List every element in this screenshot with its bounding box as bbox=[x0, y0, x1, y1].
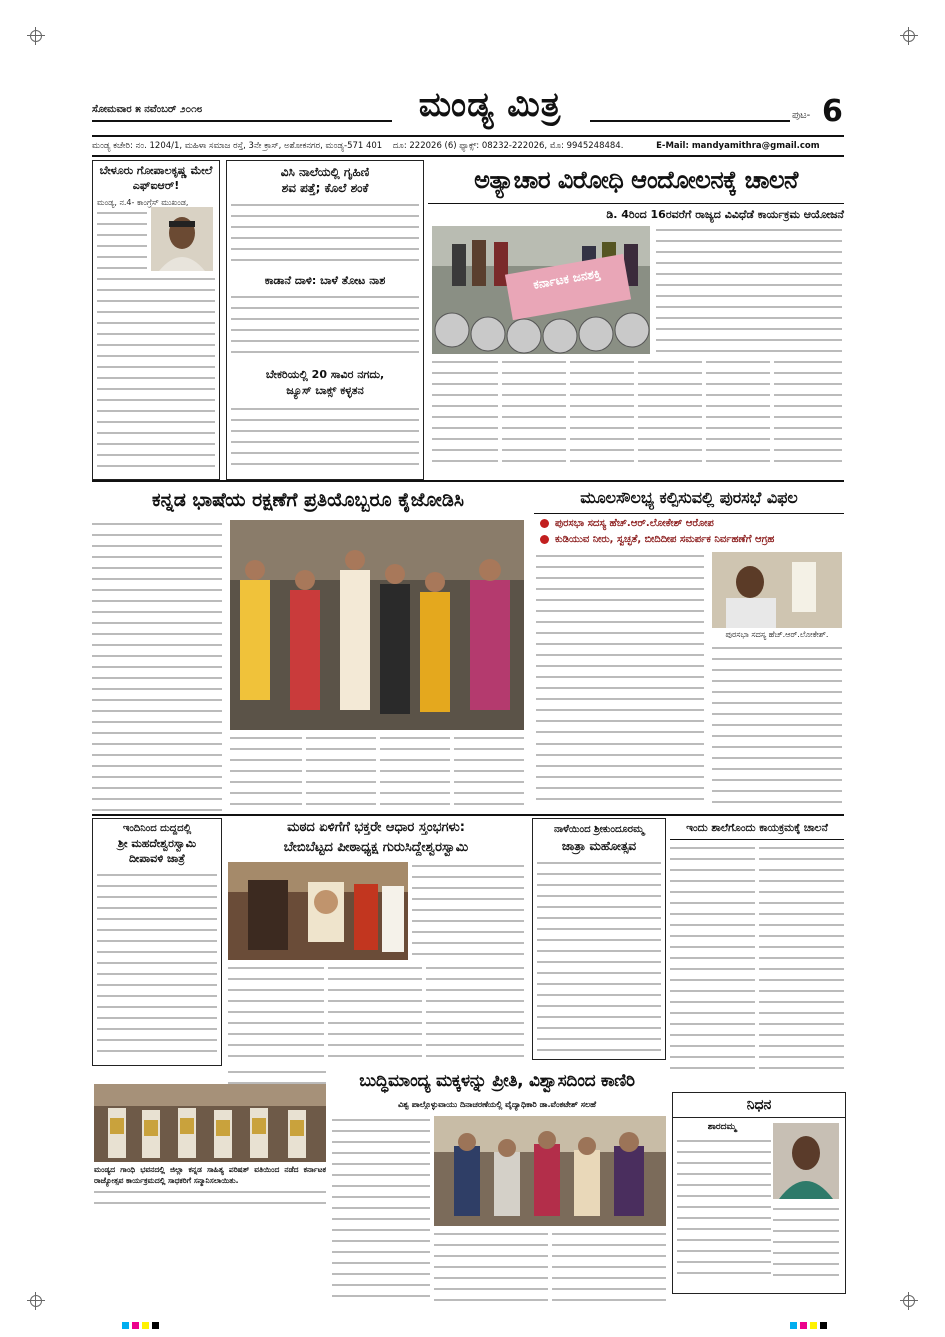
office-phone: ದೂ: 222026 (6) ಫ್ಯಾಕ್ಸ್: 08232-222026, ಮೊ: 9945248484. bbox=[392, 141, 624, 151]
section-rule-2 bbox=[92, 814, 844, 816]
obituary-body-text bbox=[677, 1137, 771, 1287]
cmyk-bar-right bbox=[790, 1314, 827, 1333]
municipal-bullet-1: ಪುರಸಭಾ ಸದಸ್ಯ ಹೆಚ್.ಆರ್.ಲೋಕೇಶ್ ಆರೋಪ bbox=[540, 517, 842, 531]
matha-headline-2: ಬೇಬಿಬೆಟ್ಟದ ಪೀಠಾಧ್ಯಕ್ಷ ಗುರುಸಿದ್ದೇಶ್ವರಸ್ವಾಮಿ bbox=[283, 840, 469, 855]
page-number: 6 bbox=[822, 94, 843, 129]
masthead-rule-left bbox=[92, 120, 392, 122]
matha-body-columns bbox=[228, 964, 524, 1064]
municipal-bullet-2: ಕುಡಿಯುವ ನೀರು, ಸ್ವಚ್ಛತೆ, ಬೀದಿದೀಪ ಸಮರ್ಪಕ ನಿರ್ವಹಣೆಗೆ ಆಗ್ರಹ bbox=[540, 533, 842, 547]
portrait-photo bbox=[151, 207, 213, 271]
matha-body-text bbox=[412, 862, 524, 960]
school-rule bbox=[670, 839, 844, 840]
school-body-text bbox=[670, 844, 844, 1084]
brief-headline-1b: ಶವ ಪತ್ತೆ; ಕೊಲೆ ಶಂಕೆ bbox=[281, 181, 369, 195]
section-rule bbox=[92, 480, 844, 482]
lead-body-columns bbox=[432, 358, 842, 474]
article-headline: ಬೇಳೂರು ಗೋಪಾಲಕೃಷ್ಣ ಮೇಲೆ ಎಫ್‌ಐಆರ್! bbox=[99, 164, 213, 192]
deepavali-article bbox=[92, 818, 222, 1066]
registration-mark bbox=[903, 1295, 915, 1307]
bullet-icon bbox=[540, 535, 549, 544]
disabled-body-columns bbox=[434, 1230, 666, 1306]
brief-body-text-2 bbox=[231, 293, 419, 363]
municipal-rule bbox=[534, 513, 844, 514]
kannada-photo bbox=[230, 520, 524, 730]
award-photo bbox=[94, 1084, 326, 1162]
brief-headline-2: ಕಾಡಾನೆ ದಾಳಿ: ಬಾಳೆ ತೋಟ ನಾಶ bbox=[264, 274, 386, 287]
banner-text: ಕರ್ನಾಟಕ ಜನಶಕ್ತಿ bbox=[532, 266, 602, 292]
deepavali-body-text bbox=[97, 871, 217, 1061]
black-swatch bbox=[152, 1322, 159, 1329]
kannada-body-columns bbox=[230, 734, 524, 812]
award-caption: ಮಂಡ್ಯದ ಗಾಂಧಿ ಭವನದಲ್ಲಿ ಜಿಲ್ಲಾ ಕನ್ನಡ ಸಾಹಿತ್ಯ ಪರಿಷತ್ ವತಿಯಿಂದ ನಡೆದ ಕರ್ನಾಟಕ ರಾಜ್ಯೋತ್ಸವ ಕಾರ್ಯಕ್ರಮದಲ್ಲಿ ಸಾಧಕರಿಗೆ ಸನ್ಮಾನಿಸಲಾಯಿತು. bbox=[94, 1165, 326, 1185]
article-body-text-2 bbox=[97, 275, 215, 475]
award-caption-lines bbox=[94, 1188, 326, 1218]
issue-date: ಸೋಮವಾರ ೫ ನವೆಂಬರ್ ೨೦೧೮ bbox=[92, 104, 203, 115]
councillor-photo bbox=[712, 552, 842, 628]
disabled-body-text bbox=[332, 1116, 430, 1306]
jatra-headline-2: ಜಾತ್ರಾ ಮಹೋತ್ಸವ bbox=[561, 839, 637, 853]
obituary-headline: ನಿಧನ bbox=[673, 1093, 845, 1118]
bullet-icon bbox=[540, 519, 549, 528]
disabled-photo bbox=[434, 1116, 666, 1226]
obituary-name: ಶಾರದಮ್ಮ bbox=[707, 1122, 737, 1132]
deepavali-headline-3: ದೀಪಾವಳಿ ಜಾತ್ರೆ bbox=[128, 852, 186, 865]
masthead-rule-right bbox=[590, 120, 790, 122]
brief-body-text bbox=[231, 201, 419, 271]
office-address: ಮಂಡ್ಯ ಕಚೇರಿ: ನಂ. 1204/1, ಮಹಿಳಾ ಸಮಾಜ ರಸ್ತೆ, 3ನೇ ಕ್ರಾಸ್, ಅಶೋಕನಗರ, ಮಂಡ್ಯ-571 401 bbox=[92, 141, 383, 151]
municipal-body-text-3 bbox=[536, 740, 708, 810]
obituary-photo bbox=[773, 1123, 839, 1199]
masthead-separator-2 bbox=[92, 155, 844, 157]
kannada-body-text bbox=[92, 520, 226, 820]
disabled-subhead: ವಿಶ್ವ ಪಾಲ್ಗೊಳ್ಳುವಾಯು ದಿನಾಚರಣೆಯಲ್ಲಿ ವೈದ್ಯಾಧಿಕಾರಿ ಡಾ.ವೆಂಕಟೇಶ್ ಸಲಹೆ bbox=[397, 1100, 597, 1109]
deepavali-headline-1: ಇಂದಿನಿಂದ ದುದ್ದದಲ್ಲಿ bbox=[122, 823, 192, 834]
cmyk-bar-left bbox=[122, 1314, 159, 1333]
brief-body-text-3 bbox=[231, 405, 419, 475]
crime-briefs-box bbox=[226, 160, 424, 480]
matha-photo bbox=[228, 862, 408, 960]
registration-mark bbox=[30, 1295, 42, 1307]
obituary-box bbox=[672, 1092, 846, 1294]
deepavali-headline-2: ಶ್ರೀ ಮಹದೇಶ್ವರಸ್ವಾಮಿ bbox=[117, 837, 197, 850]
municipal-headline: ಮೂಲಸೌಲಭ್ಯ ಕಲ್ಪಿಸುವಲ್ಲಿ ಪುರಸಭೆ ವಿಫಲ bbox=[580, 488, 798, 507]
article-fir bbox=[92, 160, 220, 480]
lead-body-text bbox=[656, 226, 842, 354]
registration-mark bbox=[30, 30, 42, 42]
yellow-swatch bbox=[142, 1322, 149, 1329]
brief-headline-3: ಬೇಕರಿಯಲ್ಲಿ 20 ಸಾವಿರ ನಗದು, bbox=[265, 368, 385, 381]
masthead-contact bbox=[92, 139, 844, 153]
lead-headline: ಅತ್ಯಾಚಾರ ವಿರೋಧಿ ಆಂದೋಲನಕ್ಕೆ ಚಾಲನೆ bbox=[474, 166, 798, 194]
municipal-body-text bbox=[536, 552, 708, 736]
lead-rule bbox=[428, 203, 844, 204]
obituary-body-text-2 bbox=[773, 1205, 839, 1289]
cyan-swatch bbox=[122, 1322, 129, 1329]
article-dateline: ಮಂಡ್ಯ, ನ.4- ಕಾಂಗ್ರೆಸ್ ಮುಖಂಡ, bbox=[97, 198, 189, 207]
councillor-caption: ಪುರಸಭಾ ಸದಸ್ಯ ಹೆಚ್.ಆರ್.ಲೋಕೇಶ್. bbox=[725, 630, 829, 639]
disabled-headline: ಬುದ್ಧಿಮಾಂದ್ಯ ಮಕ್ಕಳನ್ನು ಪ್ರೀತಿ, ವಿಶ್ವಾಸದಿಂದ ಕಾಣಿರಿ bbox=[359, 1071, 635, 1091]
masthead-separator bbox=[92, 135, 844, 137]
municipal-body-text-2 bbox=[712, 644, 842, 810]
newspaper-title: ಮಂಡ್ಯ ಮಿತ್ರ bbox=[418, 85, 562, 125]
brief-headline-3b: ಜ್ಯೂಸ್ ಬಾಕ್ಸ್ ಕಳ್ಳತನ bbox=[286, 384, 364, 397]
kannada-headline: ಕನ್ನಡ ಭಾಷೆಯ ರಕ್ಷಣೆಗೆ ಪ್ರತಿಯೊಬ್ಬರೂ ಕೈಜೋಡಿಸಿ bbox=[152, 489, 464, 511]
magenta-swatch bbox=[132, 1322, 139, 1329]
jatra-headline-1: ನಾಳೆಯಿಂದ ಶ್ರೀಕುಂದೂರಮ್ಮ bbox=[554, 824, 644, 835]
jatra-article bbox=[532, 818, 666, 1060]
cyan-swatch bbox=[790, 1322, 797, 1329]
brief-headline-1: ವಿಸಿ ನಾಲೆಯಲ್ಲಿ ಗೃಹಿಣಿ bbox=[280, 165, 370, 179]
jatra-body-text bbox=[537, 859, 661, 1055]
school-headline: ಇಂದು ಶಾಲೆಗೊಂದು ಕಾಯಕ್ರಮಕ್ಕೆ ಚಾಲನೆ bbox=[686, 822, 828, 834]
magenta-swatch bbox=[800, 1322, 807, 1329]
page-label: ಪುಟ- bbox=[792, 110, 811, 121]
matha-headline-1: ಮಠದ ಏಳಿಗೆಗೆ ಭಕ್ತರೇ ಆಧಾರ ಸ್ತಂಭಗಳು: bbox=[287, 820, 465, 835]
registration-mark bbox=[903, 30, 915, 42]
lead-subhead: ಡಿ. 4ರಿಂದ 16ರವರೆಗೆ ರಾಜ್ಯದ ವಿವಿಧೆಡೆ ಕಾರ್ಯಕ್ರಮ ಆಯೋಜನೆ bbox=[606, 208, 844, 221]
yellow-swatch bbox=[810, 1322, 817, 1329]
black-swatch bbox=[820, 1322, 827, 1329]
office-email: E-Mail: mandyamithra@gmail.com bbox=[656, 141, 820, 151]
